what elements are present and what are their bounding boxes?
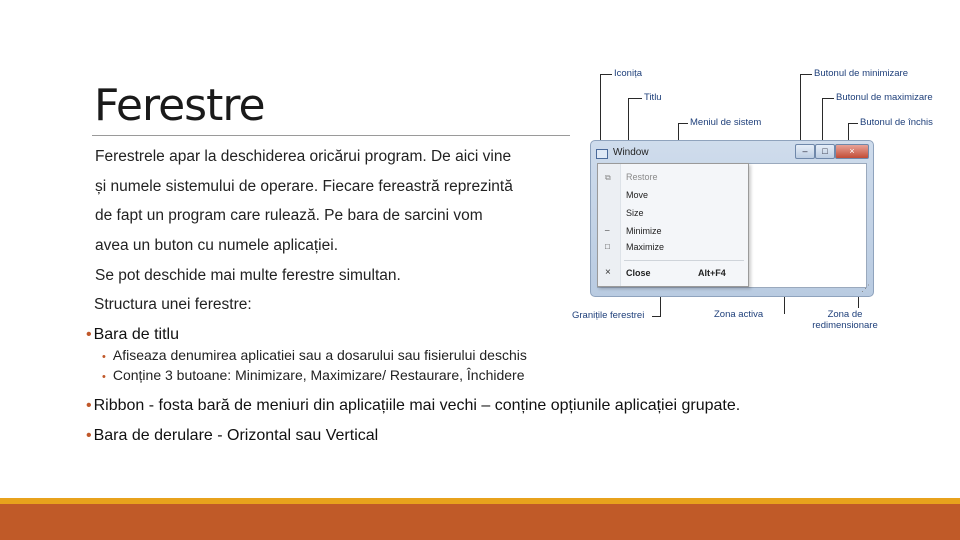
- leader-line: [800, 74, 801, 146]
- annotation-minimize: Butonul de minimizare: [814, 68, 908, 79]
- annotation-icon: Iconița: [614, 68, 642, 79]
- sample-window: [590, 140, 874, 297]
- sub-bullet-text: Conține 3 butoane: Minimizare, Maximizare/ Restaurare, Închidere: [112, 367, 525, 383]
- close-icon: ×: [605, 267, 611, 278]
- annotation-close: Butonul de închis: [860, 117, 933, 128]
- bullet-title-bar: [86, 326, 179, 344]
- menu-item-move[interactable]: Move: [626, 190, 649, 200]
- leader-line: [652, 316, 661, 317]
- bullet-text: Bara de titlu: [93, 326, 179, 343]
- bullet-icon: •: [102, 351, 106, 363]
- window-diagram: [560, 60, 960, 340]
- sub-bullet-text: Afiseaza denumirea aplicatiei sau a dosarului sau fisierului deschis: [112, 347, 527, 363]
- annotation-active-zone: Zona activa: [714, 309, 764, 320]
- close-button[interactable]: ×: [835, 144, 869, 159]
- paragraph-line: și numele sistemului de operare. Fiecare fereastră reprezintă: [95, 178, 513, 195]
- maximize-icon: □: [605, 242, 610, 251]
- footer-bar: [0, 504, 960, 540]
- minimize-icon: _: [605, 222, 610, 231]
- paragraph-line: de fapt un program care rulează. Pe bara de sarcini vom: [95, 207, 483, 224]
- bullet-ribbon: [86, 397, 740, 415]
- leader-line: [600, 74, 601, 150]
- annotation-maximize: Butonul de maximizare: [836, 92, 933, 103]
- resize-grip-icon[interactable]: ⋰: [861, 283, 870, 293]
- system-menu: [597, 163, 749, 287]
- window-title: Window: [613, 147, 649, 158]
- annotation-resize-zone: Zona de redimensionare: [812, 309, 878, 331]
- bullet-icon: •: [86, 397, 92, 414]
- menu-separator: [624, 260, 744, 261]
- annotation-borders: Granițile ferestrei: [572, 310, 645, 321]
- sub-bullet: [102, 347, 527, 363]
- leader-line: [628, 98, 642, 99]
- menu-item-maximize[interactable]: Maximize: [626, 242, 665, 252]
- leader-line: [660, 295, 661, 317]
- annotation-system-menu: Meniul de sistem: [690, 117, 762, 128]
- annotation-title: Titlu: [644, 92, 662, 103]
- leader-line: [678, 123, 688, 124]
- slide-title: Ferestre: [94, 80, 265, 131]
- bullet-icon: •: [102, 371, 106, 383]
- maximize-button[interactable]: □: [815, 144, 835, 159]
- bullet-icon: •: [86, 427, 92, 444]
- window-icon: [596, 149, 608, 159]
- leader-line: [800, 74, 812, 75]
- bullet-text: Ribbon - fosta bară de meniuri din aplicațiile mai vechi – conține opțiunile aplicației grupate.: [93, 397, 741, 414]
- paragraph-line: avea un buton cu numele aplicației.: [95, 237, 338, 254]
- restore-icon: ⧉: [605, 173, 611, 182]
- bullet-text: Bara de derulare - Orizontal sau Vertical: [93, 427, 379, 444]
- leader-line: [822, 98, 834, 99]
- structure-heading: Structura unei ferestre:: [94, 296, 252, 313]
- menu-item-close[interactable]: Close: [626, 268, 651, 278]
- menu-item-restore[interactable]: Restore: [626, 172, 658, 182]
- menu-item-minimize[interactable]: Minimize: [626, 226, 662, 236]
- paragraph-line: Ferestrele apar la deschiderea oricărui program. De aici vine: [95, 148, 512, 165]
- paragraph-line: Se pot deschide mai multe ferestre simultan.: [95, 267, 401, 284]
- leader-line: [848, 123, 858, 124]
- bullet-scrollbar: [86, 427, 378, 445]
- menu-item-size[interactable]: Size: [626, 208, 644, 218]
- bullet-icon: •: [86, 326, 92, 343]
- sub-bullet: [102, 367, 525, 383]
- minimize-button[interactable]: –: [795, 144, 815, 159]
- close-shortcut: Alt+F4: [698, 268, 726, 278]
- leader-line: [822, 98, 823, 146]
- title-divider: [92, 135, 570, 136]
- leader-line: [600, 74, 612, 75]
